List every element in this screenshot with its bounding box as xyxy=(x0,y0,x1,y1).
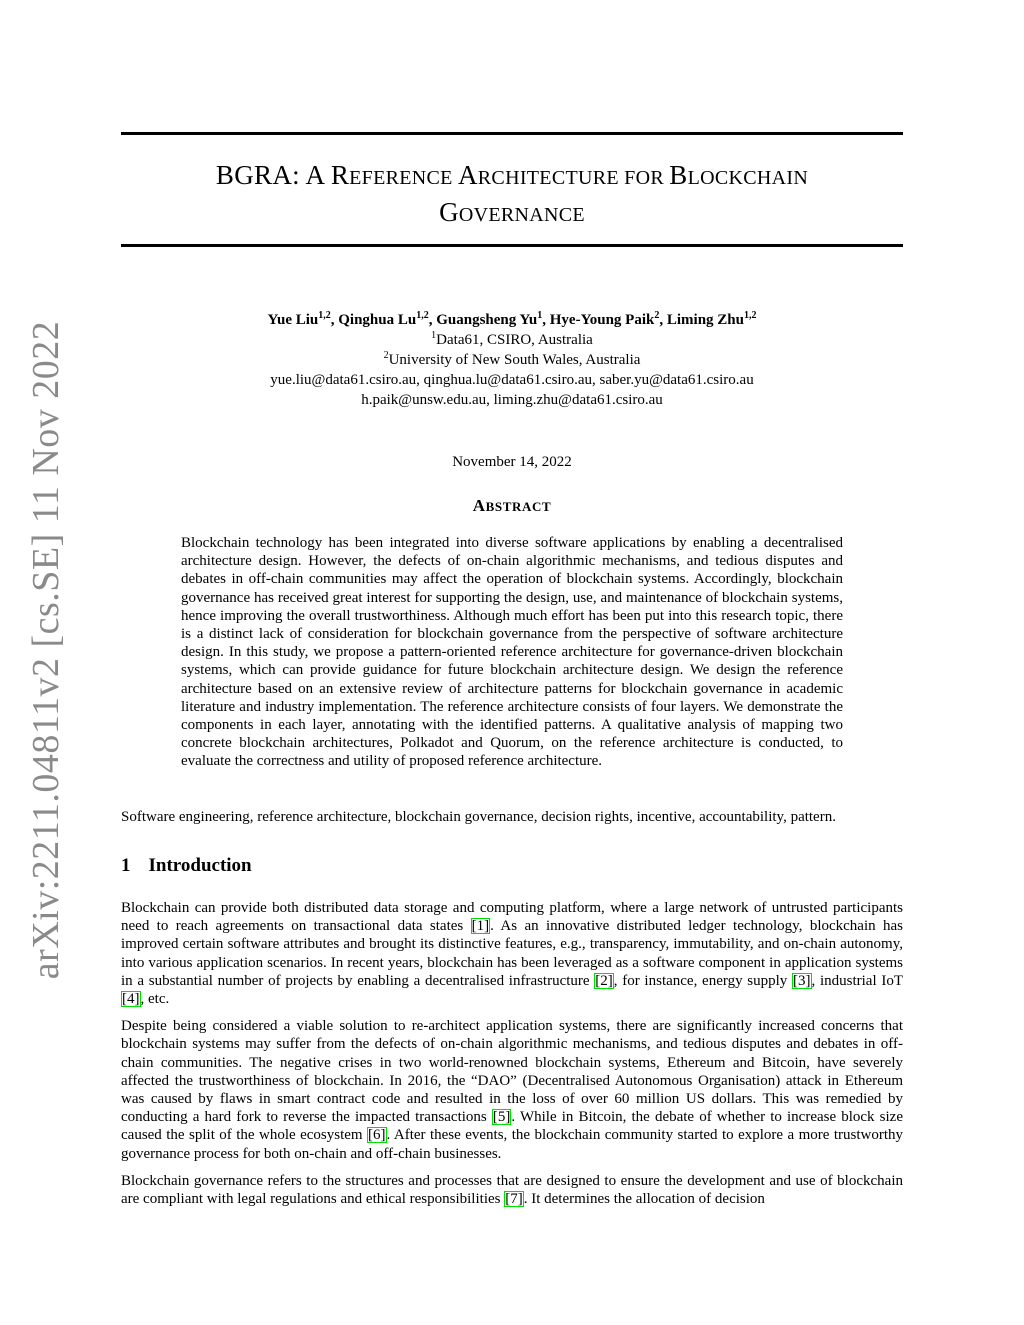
author-emails-2[interactable]: h.paik@unsw.edu.au, liming.zhu@data61.csiro.au xyxy=(361,392,663,408)
citation-link[interactable]: [7] xyxy=(505,1191,523,1208)
affiliation-1: $^1$Data61, CSIRO, Australia xyxy=(431,330,593,348)
citation-link[interactable]: [1] xyxy=(471,918,490,935)
citation-link[interactable]: [4] xyxy=(122,991,140,1008)
paragraph-1: Blockchain can provide both distributed data storage and computing platform, where a large network of untrusted participants need to reach agreements on transactional data states [1]. As an innovative distributed ledger technology, blockchain has improved certain software attributes and brought its distinctive features, e.g., transparency, immutability, and on-chain autonomy, into various application scenarios. In recent years, blockchain has been leveraged as a software component in application systems in a substantial number of projects by enabling a decentralised infrastructure [2], for instance, energy supply [3], industrial IoT [4], etc. xyxy=(121,900,903,1008)
paper-date: November 14, 2022 xyxy=(452,454,572,470)
paragraph-2: Despite being considered a viable solution to re-architect application systems, there are significantly increased concerns that blockchain systems may suffer from the defects of on-chain algorithmic mechanisms, and tedious disputes and debates in off-chain communities. The negative crises in two world-renowned blockchain systems, Ethereum and Bitcoin, have severely affected the trustworthiness of blockchain. In 2016, the “DAO” (Decentralised Autonomous Organisation) attack in Ethereum was caused by flaws in smart contract code and resulted in the loss of over 60 million US dollars. This was remedied by conducting a hard fork to reverse the impacted transactions [5]. While in Bitcoin, the debate of whether to increase block size caused the split of the whole ecosystem [6]. After these events, the blockchain community started to explore a more trustworthy governance process for both on-chain and off-chain businesses. xyxy=(121,1018,904,1162)
author-emails-1[interactable]: yue.liu@data61.csiro.au, qinghua.lu@data61.csiro.au, saber.yu@data61.csiro.au xyxy=(270,372,754,388)
abstract-text: Blockchain technology has been integrated into diverse software applications by enabling a decentralised architecture design. However, the defects of on-chain algorithmic mechanisms, and tedious disputes and debates in off-chain communities may affect the operation of blockchain systems. Accordingly, blockchain governance has received great interest for supporting the design, use, and maintenance of blockchain systems, hence improving the overall trustworthiness. Although much effort has been put into this research topic, there is a distinct lack of consideration for blockchain governance from the perspective of software architecture design. In this study, we propose a pattern-oriented reference architecture for governance-driven blockchain systems, which can provide guidance for future blockchain architecture design. We design the reference architecture based on an extensive review of architecture patterns for blockchain governance in academic literature and industry implementation. The reference architecture consists of four layers. We demonstrate the components in each layer, annotating with the identified patterns. A qualitative analysis of mapping two concrete blockchain architectures, Polkadot and Quorum, on the reference architecture is conducted, to evaluate the correctness and utility of proposed reference architecture. xyxy=(181,535,843,770)
abstract-heading: ABSTRACT xyxy=(472,496,552,515)
section-heading-introduction xyxy=(121,855,252,877)
introduction-body xyxy=(121,899,903,1217)
arxiv-identifier: arXiv:2211.04811v2 [cs.SE] 11 Nov 2022 xyxy=(25,320,67,980)
paragraph-3: Blockchain governance refers to the structures and processes that are designed to ensure the development and use of blockchain are compliant with legal regulations and ethical responsibilities [7]. It determines the allocation of decision xyxy=(121,1172,903,1208)
citation-link[interactable]: [6] xyxy=(368,1127,386,1144)
title-top-rule xyxy=(121,132,903,135)
paper-title: BGRA: A REFERENCE ARCHITECTURE FOR BLOCKCHAIN GOVERNANCE xyxy=(215,160,809,227)
section-title: Introduction xyxy=(148,855,252,876)
citation-link[interactable]: [3] xyxy=(793,972,811,989)
citation-link[interactable]: [5] xyxy=(492,1109,511,1126)
section-number: 1 xyxy=(121,855,131,876)
affiliation-2: $^2$University of New South Wales, Australia xyxy=(383,350,641,368)
title-bottom-rule xyxy=(121,244,903,247)
citation-link[interactable]: [2] xyxy=(595,972,613,989)
keywords: Software engineering, reference architecture, blockchain governance, decision rights, incentive, accountability, pattern. xyxy=(121,809,836,825)
author-block xyxy=(121,310,903,410)
author-names: Yue Liu$^{1,2}$, Qinghua Lu$^{1,2}$, Guangsheng Yu$^1$, Hye-Young Paik$^2$, Liming Zhu$^{1,2}$ xyxy=(267,310,757,328)
